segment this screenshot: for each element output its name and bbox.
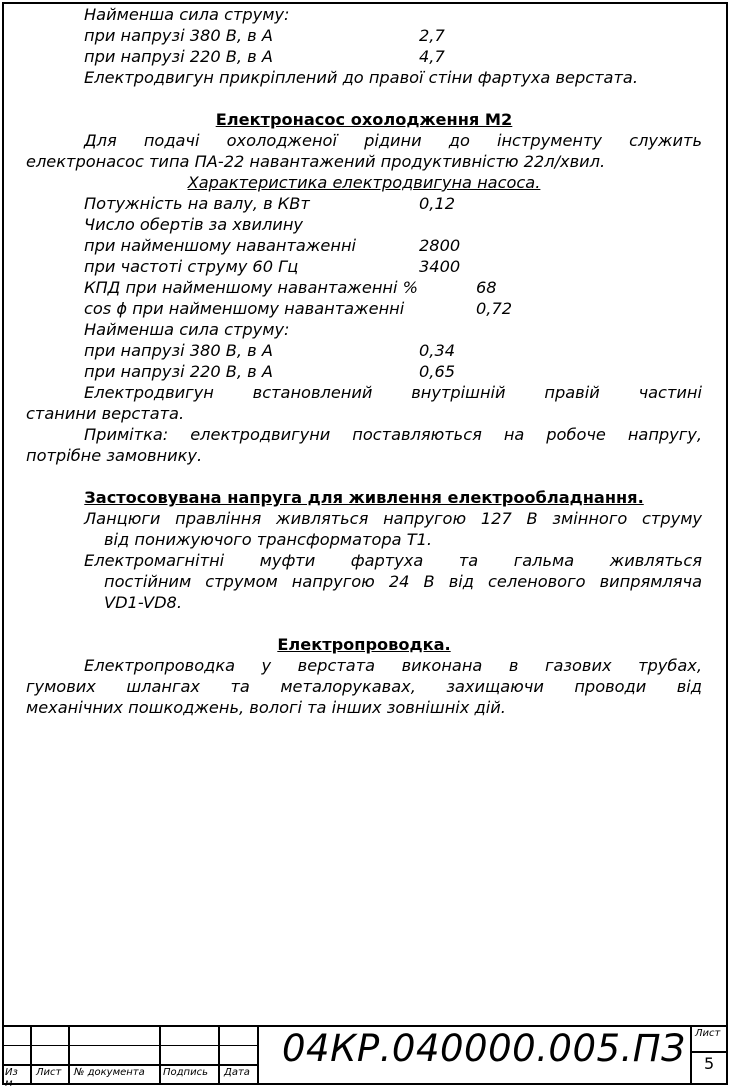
stamp-col-divider: [30, 1025, 32, 1085]
pump-cos-row: cos ϕ при найменшому навантаженні 0,72: [84, 299, 513, 318]
voltage-item-line: Ланцюги правління живляться напругою 127 В змінного струму: [84, 509, 702, 528]
stamp-row-divider: [2, 1064, 259, 1066]
stamp-label-document: № документа: [74, 1067, 145, 1078]
voltage-item-line: від понижуючого трансформатора Т1.: [104, 530, 433, 549]
stamp-col-divider: [218, 1025, 220, 1085]
stamp-col-divider: [257, 1025, 259, 1085]
document-code: 04КР.040000.005.ПЗ: [282, 1027, 686, 1070]
stamp-col-divider: [159, 1025, 161, 1085]
stamp-col-divider: [690, 1025, 692, 1085]
pump-current-row: при напрузі 380 В, в А 0,34: [84, 341, 456, 360]
motor-current-row: при напрузі 380 В, в А 2,7: [84, 26, 445, 45]
wiring-line: гумових шлангах та металорукавах, захищаючи проводи від: [26, 677, 702, 696]
wiring-line: механічних пошкоджень, вологі та інших зовнішніх дій.: [26, 698, 506, 717]
motor-mount-note: Електродвигун прикріплений до правої стіни фартуха верстата.: [84, 68, 638, 87]
pump-efficiency-row: КПД при найменшому навантаженні % 68: [84, 278, 497, 297]
pump-power-row: Потужність на валу, в КВт 0,12: [84, 194, 456, 213]
stamp-label-change: Из м: [5, 1067, 18, 1089]
pump-section-title: Електронасос охолодження М2: [215, 110, 513, 129]
pump-install-line: станини верстата.: [26, 404, 185, 423]
wiring-line: Електропроводка у верстата виконана в газових трубах,: [84, 656, 702, 675]
pump-rpm-row: при найменшому навантаженні 2800: [84, 236, 461, 255]
pump-note-line: Примітка: електродвигуни поставляються на робоче напругу,: [84, 425, 702, 444]
pump-rpm-row: при частоті струму 60 Гц 3400: [84, 257, 461, 276]
pump-current-heading: Найменша сила струму:: [84, 320, 290, 339]
pump-paragraph-line: Для подачі охолодженої рідини до інструменту служить: [84, 131, 702, 150]
stamp-col-divider: [68, 1025, 70, 1085]
stamp-label-signature: Подпись: [163, 1067, 208, 1078]
pump-install-line: Електродвигун встановлений внутрішній правій частині: [84, 383, 702, 402]
pump-rpm-heading: Число обертів за хвилину: [84, 215, 303, 234]
voltage-section-title: Застосовувана напруга для живлення електрообладнання.: [84, 488, 644, 507]
stamp-row-divider: [690, 1051, 728, 1053]
pump-paragraph-line: електронасос типа ПА-22 навантажений продуктивністю 22л/хвил.: [26, 152, 606, 171]
document-body: [26, 4, 702, 718]
stamp-label-date: Дата: [224, 1067, 250, 1078]
wiring-section-title: Електропроводка.: [277, 635, 451, 654]
sheet-number: 5: [704, 1054, 715, 1073]
pump-note-line: потрібне замовнику.: [26, 446, 203, 465]
motor-current-row: при напрузі 220 В, в А 4,7: [84, 47, 445, 66]
pump-characteristics-title: Характеристика електродвигуна насоса.: [187, 173, 541, 192]
voltage-item-line: VD1-VD8.: [104, 593, 183, 612]
voltage-item-line: постійним струмом напругою 24 В від селенового випрямляча: [104, 572, 702, 591]
pump-current-row: при напрузі 220 В, в А 0,65: [84, 362, 456, 381]
sheet-label: Лист: [695, 1028, 721, 1039]
stamp-label-sheet: Лист: [36, 1067, 62, 1078]
motor-current-heading: Найменша сила струму:: [84, 5, 290, 24]
voltage-item-line: Електромагнітні муфти фартуха та гальма живляться: [84, 551, 702, 570]
stamp-row-divider: [2, 1045, 259, 1046]
